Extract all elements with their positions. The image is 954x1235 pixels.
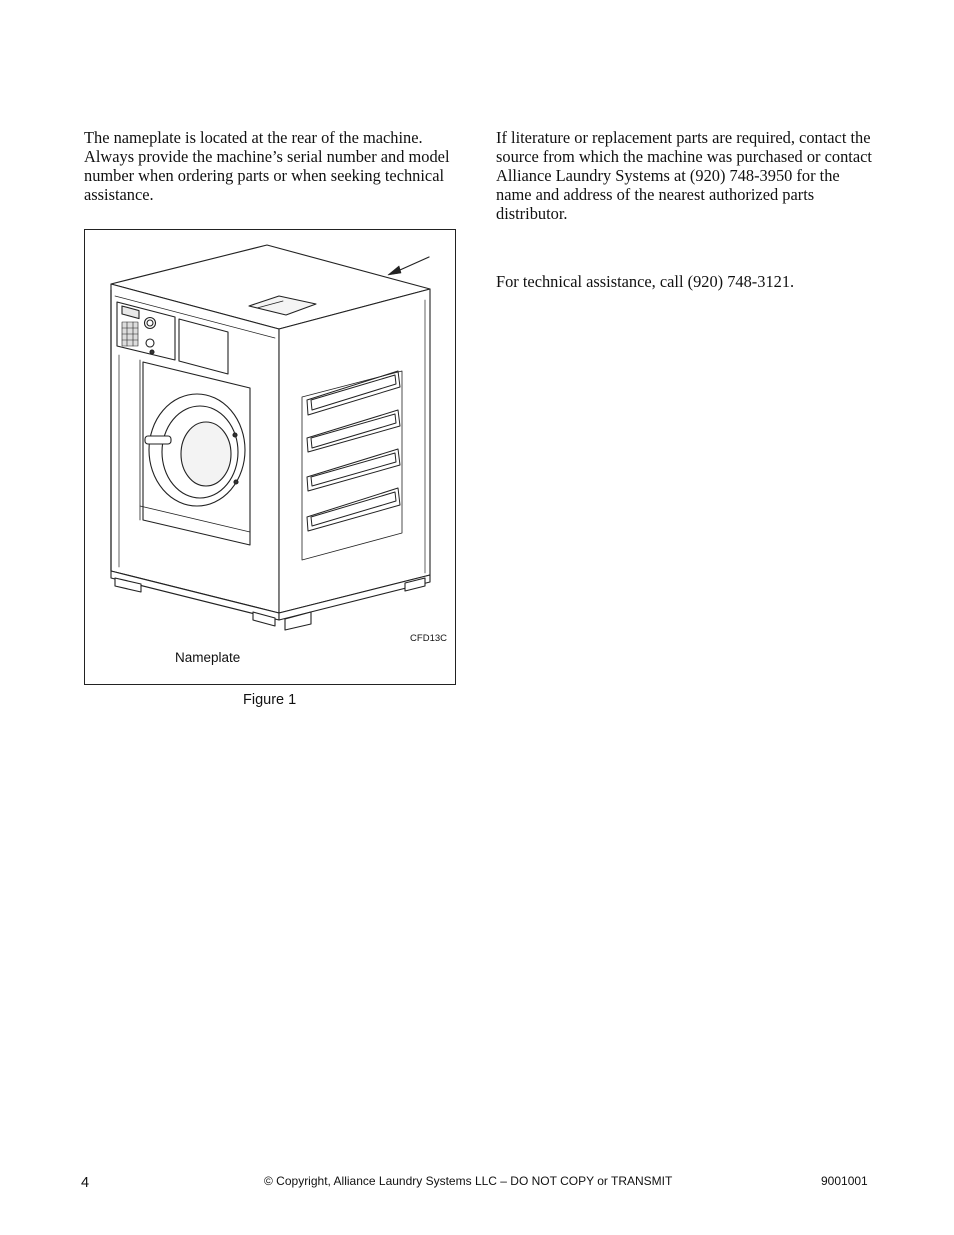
replacement-parts-paragraph: If literature or replacement parts are required, contact the source from which the machine was purchased or contact Alliance Laundry Systems at (920) 748-3950 for the name and address of the nearest authorized parts distributor. <box>496 128 872 223</box>
page-number: 4 <box>81 1175 90 1191</box>
nameplate-label: Nameplate <box>175 650 241 665</box>
figure-caption: Figure 1 <box>243 692 297 708</box>
figure-box <box>84 229 456 685</box>
technical-assistance-paragraph: For technical assistance, call (920) 748-3121. <box>496 272 795 291</box>
figure-code: CFD13C <box>410 633 447 644</box>
document-number: 9001001 <box>821 1174 868 1188</box>
nameplate-location-paragraph: The nameplate is located at the rear of the machine. Always provide the machine’s serial number and model number when ordering parts or when seeking technical assistance. <box>84 128 450 204</box>
copyright-notice: © Copyright, Alliance Laundry Systems LLC – DO NOT COPY or TRANSMIT <box>264 1174 673 1188</box>
washer-extractor-illustration <box>85 230 457 686</box>
